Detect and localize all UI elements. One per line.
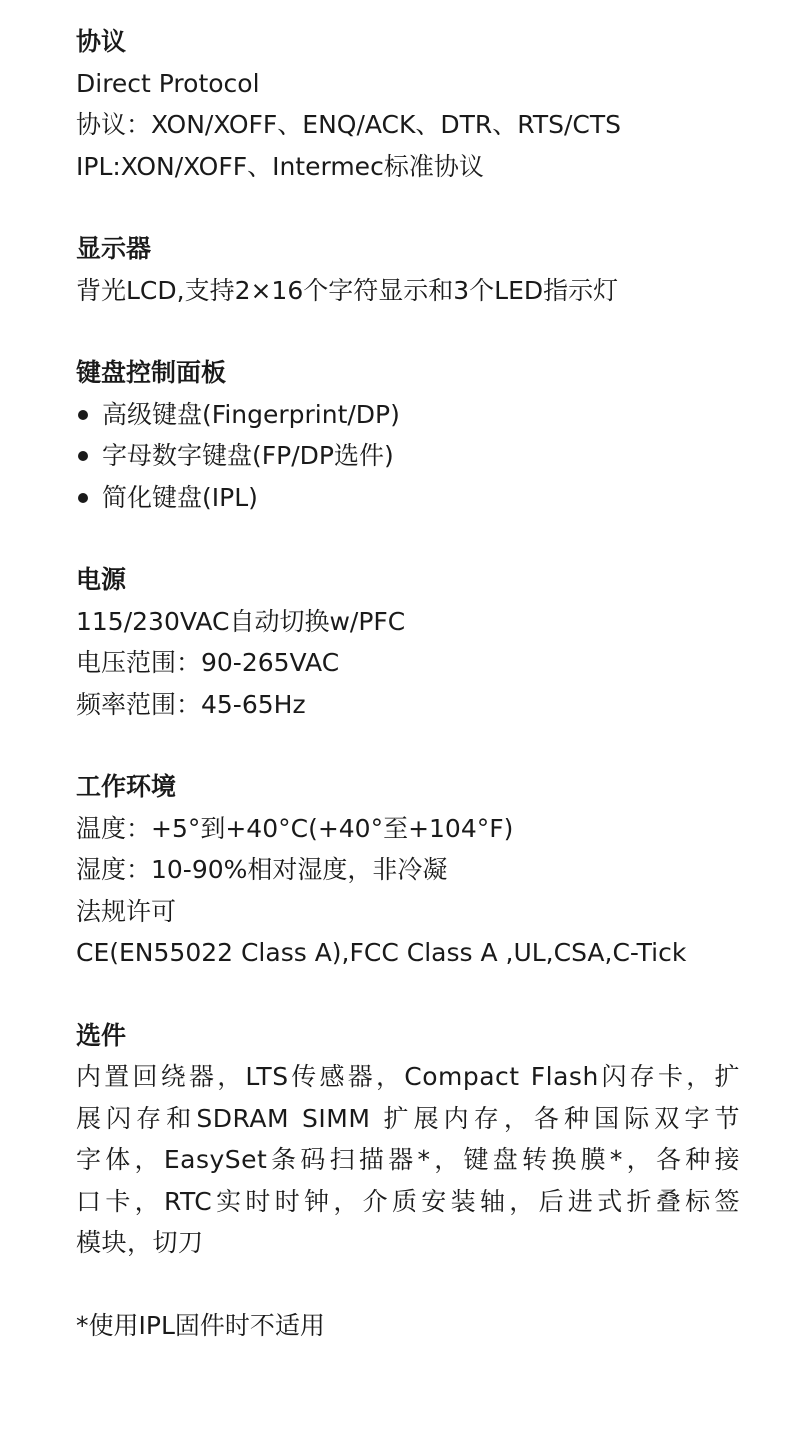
options-line: 字体，EasySet条码扫描器*，键盘转换膜*，各种接 <box>76 1145 740 1174</box>
keyboard-section <box>76 352 740 518</box>
keyboard-list <box>76 394 740 519</box>
options-paragraph <box>76 1056 740 1264</box>
keyboard-heading: 键盘控制面板 <box>76 358 227 387</box>
protocol-heading: 协议 <box>76 27 127 56</box>
power-section <box>76 559 740 725</box>
list-item <box>76 394 740 436</box>
environment-line: 温度：+5°到+40°C(+40°至+104°F) <box>76 813 514 843</box>
protocol-line: Direct Protocol <box>76 68 260 98</box>
options-line: 展闪存和SDRAM SIMM 扩展内存，各种国际双字节 <box>76 1103 740 1133</box>
power-line: 115/230VAC自动切换w/PFC <box>76 606 406 636</box>
protocol-section <box>76 21 740 187</box>
options-line: 口卡，RTC实时时钟，介质安装轴，后进式折叠标签 <box>76 1186 740 1216</box>
list-item <box>76 435 740 477</box>
display-section <box>76 228 740 311</box>
bullet-icon <box>78 493 88 503</box>
environment-heading: 工作环境 <box>76 772 177 801</box>
list-item <box>76 477 740 519</box>
bullet-icon <box>78 451 88 461</box>
keyboard-item-label: 高级键盘(Fingerprint/DP) <box>102 399 400 429</box>
protocol-line: 协议：XON/XOFF、ENQ/ACK、DTR、RTS/CTS <box>76 110 622 139</box>
power-line: 频率范围：45-65Hz <box>76 689 306 719</box>
options-line: 内置回绕器，LTS传感器，Compact Flash闪存卡，扩 <box>76 1062 740 1091</box>
environment-line: 湿度：10-90%相对湿度，非冷凝 <box>76 855 448 884</box>
options-line: 模块，切刀 <box>76 1228 204 1257</box>
keyboard-item-label: 字母数字键盘(FP/DP选件) <box>102 441 394 470</box>
keyboard-item-label: 简化键盘(IPL) <box>102 482 258 512</box>
bullet-icon <box>78 410 88 420</box>
spec-sheet <box>76 21 740 1346</box>
footnote: *使用IPL固件时不适用 <box>76 1310 325 1340</box>
environment-line: CE(EN55022 Class A),FCC Class A ,UL,CSA,C-Tick <box>76 938 687 967</box>
display-heading: 显示器 <box>76 234 152 263</box>
protocol-line: IPL:XON/XOFF、Intermec标准协议 <box>76 151 484 181</box>
environment-section <box>76 766 740 974</box>
options-heading: 选件 <box>76 1020 127 1050</box>
environment-line: 法规许可 <box>76 896 177 926</box>
options-section <box>76 1015 740 1264</box>
power-heading: 电源 <box>76 565 127 594</box>
power-line: 电压范围：90-265VAC <box>76 648 340 677</box>
display-line: 背光LCD,支持2×16个字符显示和3个LED指示灯 <box>76 275 619 305</box>
